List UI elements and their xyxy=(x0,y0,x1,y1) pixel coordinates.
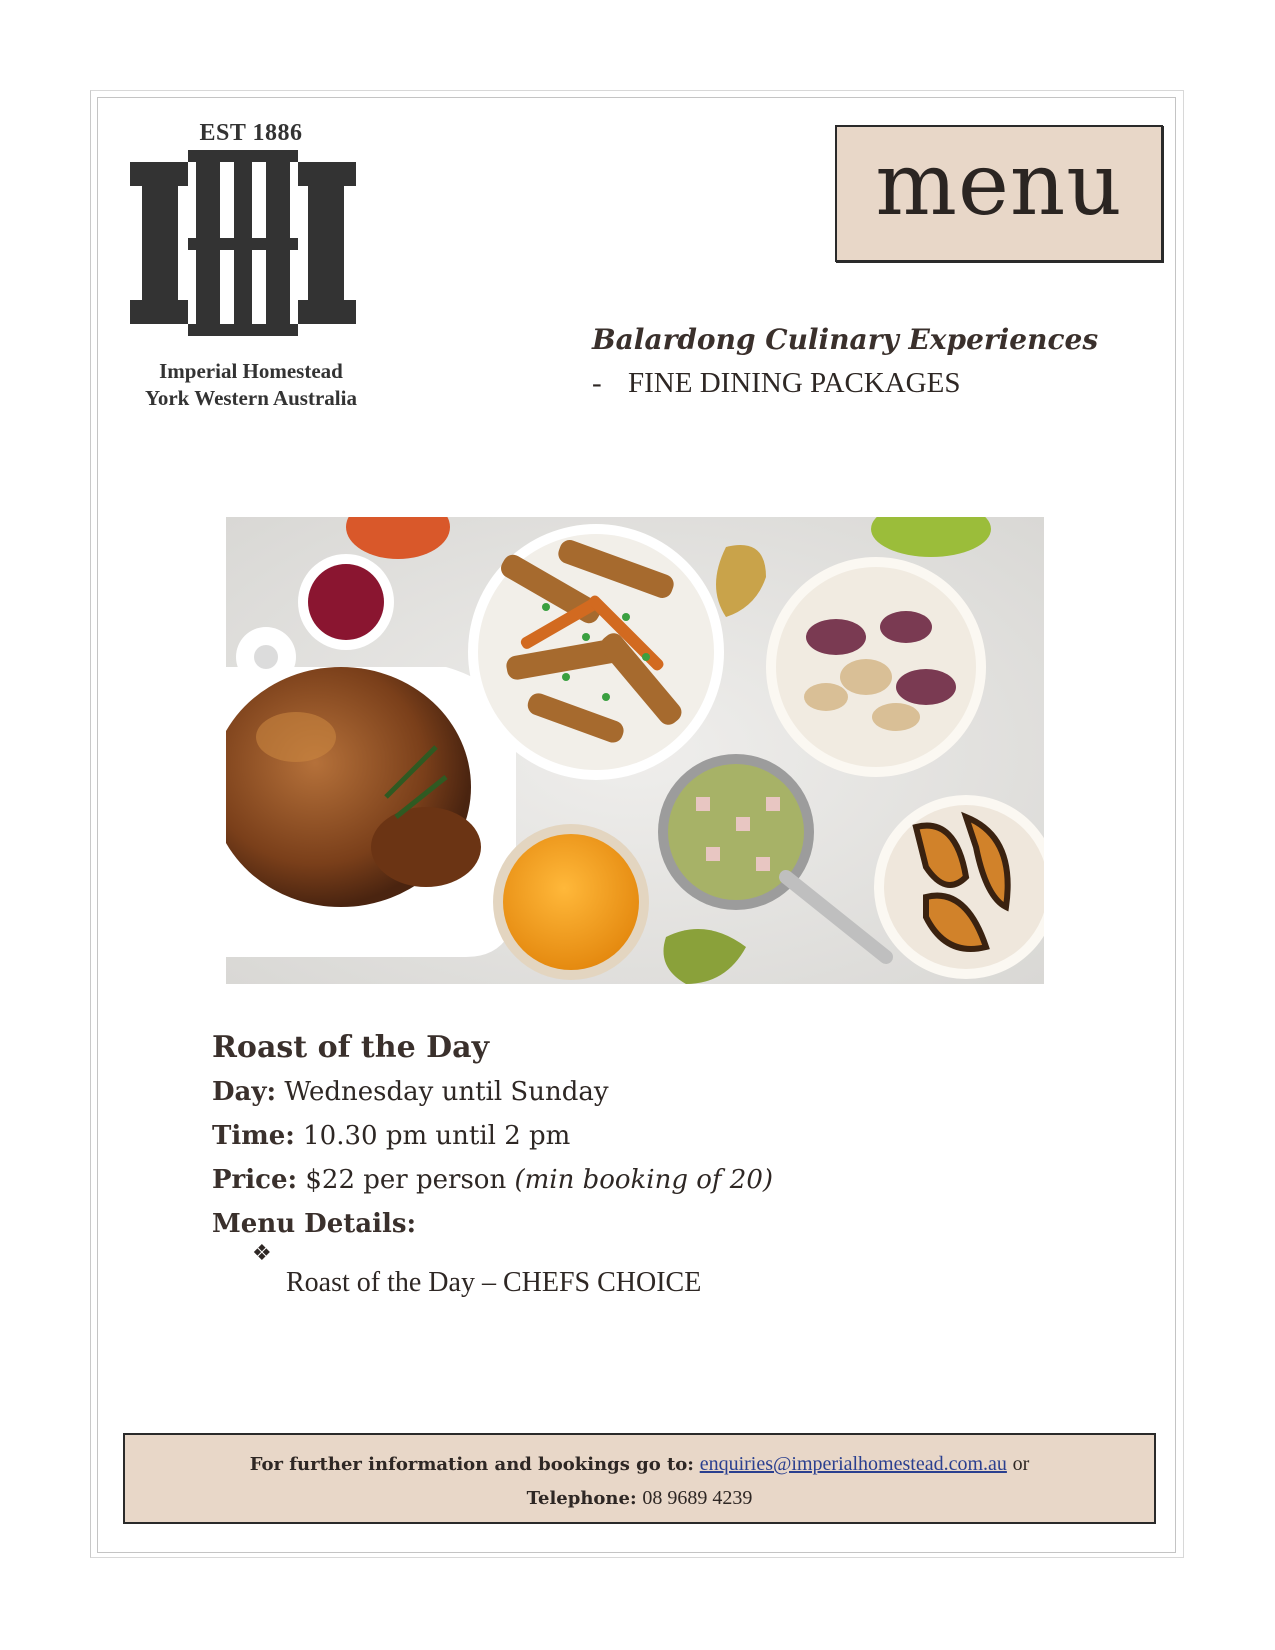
contact-footer xyxy=(123,1433,1156,1524)
logo-est-text: EST 1886 xyxy=(199,120,303,146)
heading-block xyxy=(592,320,1152,400)
list-item xyxy=(252,1241,1072,1305)
price-note: (min booking of 20) xyxy=(514,1165,774,1195)
booking-info-line xyxy=(125,1453,1154,1476)
roast-title: Roast of the Day xyxy=(212,1030,490,1065)
food-photo xyxy=(226,517,1044,984)
imperial-homestead-logo xyxy=(118,120,384,420)
time-label: Time: xyxy=(212,1121,295,1151)
package-dash: - xyxy=(592,367,602,399)
time-value: 10.30 pm until 2 pm xyxy=(303,1121,571,1151)
telephone-label: Telephone: xyxy=(526,1488,637,1509)
telephone-line xyxy=(125,1487,1154,1510)
menu-details-label: Menu Details: xyxy=(212,1209,417,1239)
package-line xyxy=(592,367,1152,400)
or-text: or xyxy=(1012,1453,1030,1475)
day-label: Day: xyxy=(212,1077,277,1107)
logo-name xyxy=(118,358,384,412)
time-row xyxy=(212,1121,1072,1151)
food-photo-illustration xyxy=(226,517,1044,984)
day-value: Wednesday until Sunday xyxy=(284,1077,609,1107)
telephone-number: 08 9689 4239 xyxy=(642,1487,753,1509)
email-link[interactable]: enquiries@imperialhomestead.com.au xyxy=(699,1453,1007,1475)
price-row xyxy=(212,1165,1072,1195)
logo-name-line1: Imperial Homestead xyxy=(159,359,343,383)
menu-label-box xyxy=(835,125,1163,262)
menu-item-text: Roast of the Day – CHEFS CHOICE xyxy=(286,1267,702,1298)
package-label: FINE DINING PACKAGES xyxy=(628,367,961,399)
logo-monogram-icon xyxy=(130,150,370,355)
logo-name-line2: York Western Australia xyxy=(145,386,357,410)
diamond-bullet-icon: ❖ xyxy=(252,1241,272,1266)
booking-info-label: For further information and bookings go to: xyxy=(249,1454,694,1475)
roast-details xyxy=(212,1030,1072,1305)
price-value: $22 per person xyxy=(305,1165,507,1195)
day-row xyxy=(212,1077,1072,1107)
price-label: Price: xyxy=(212,1165,298,1195)
menu-label: menu xyxy=(875,135,1123,235)
experience-title: Balardong Culinary Experiences xyxy=(592,323,1099,356)
